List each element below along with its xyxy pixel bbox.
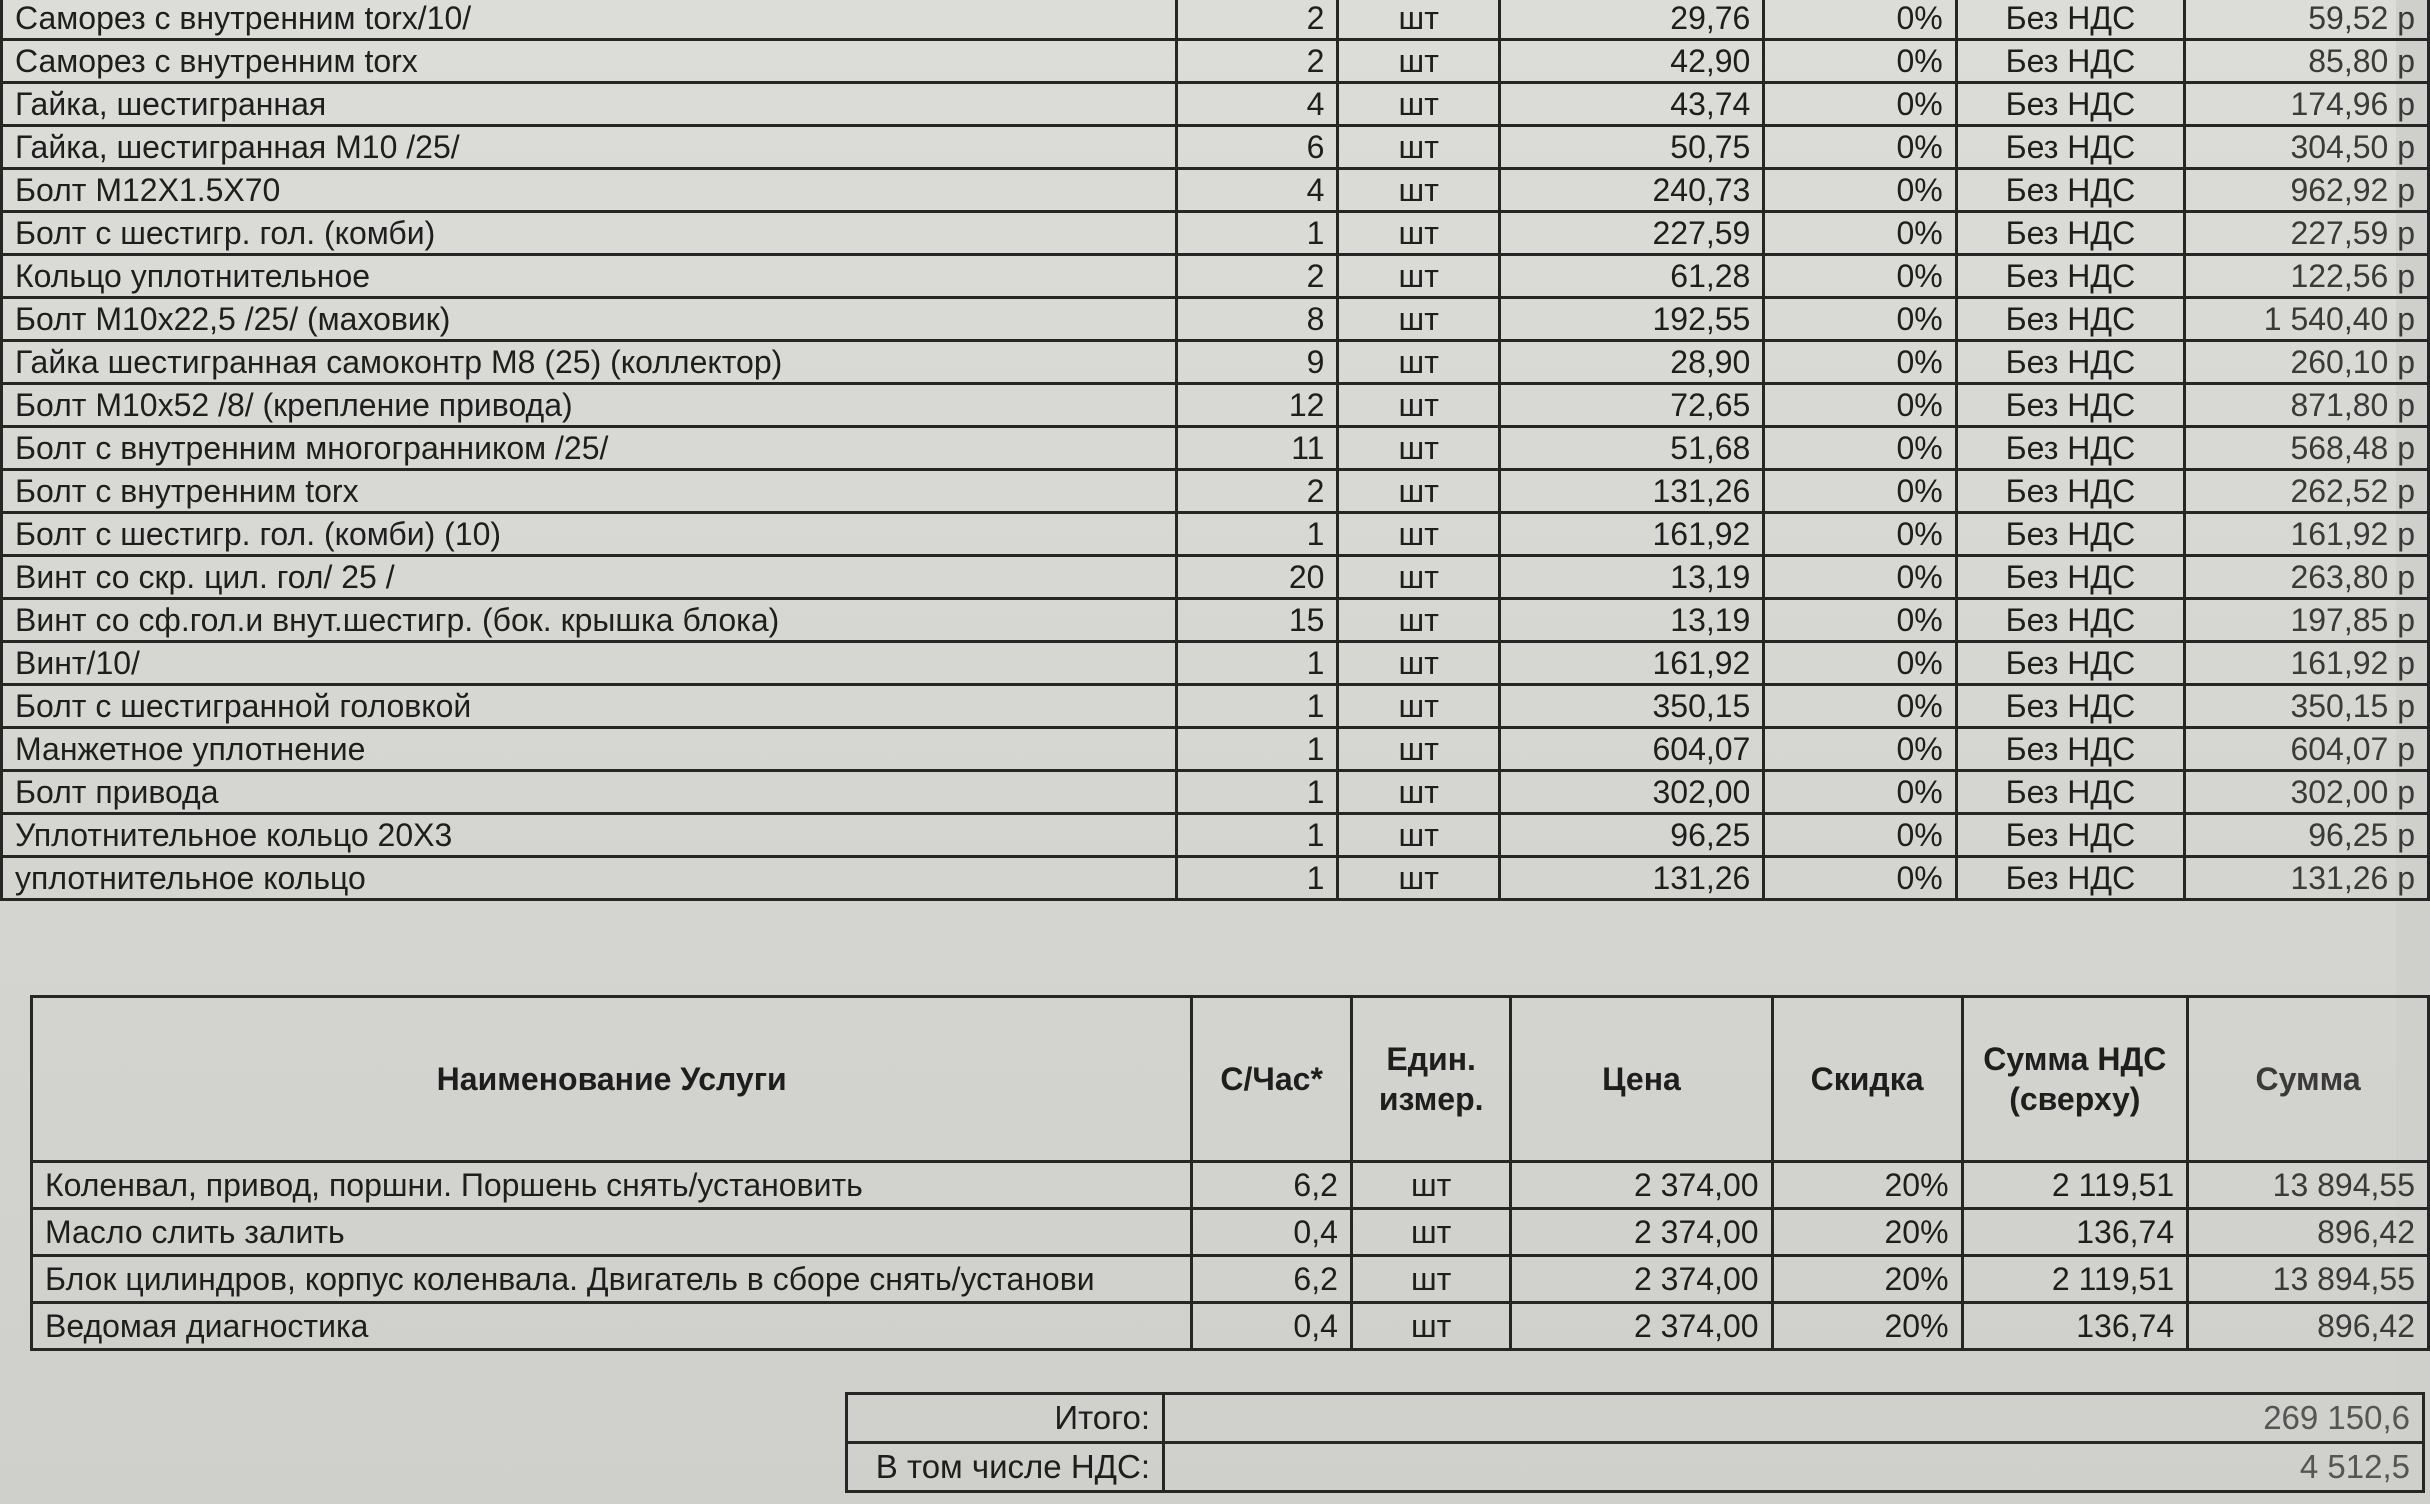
parts-cell-sum: 962,92 р bbox=[2185, 169, 2429, 212]
parts-cell-unit: шт bbox=[1338, 40, 1500, 83]
parts-cell-name: Манжетное уплотнение bbox=[2, 728, 1177, 771]
parts-cell-sum: 604,07 р bbox=[2185, 728, 2429, 771]
parts-cell-sum: 568,48 р bbox=[2185, 427, 2429, 470]
parts-cell-discount: 0% bbox=[1764, 642, 1956, 685]
parts-cell-name: Уплотнительное кольцо 20X3 bbox=[2, 814, 1177, 857]
services-cell-discount: 20% bbox=[1772, 1256, 1962, 1303]
parts-cell-discount: 0% bbox=[1764, 771, 1956, 814]
services-cell-unit: шт bbox=[1351, 1303, 1511, 1350]
parts-cell-price: 29,76 bbox=[1499, 0, 1763, 40]
parts-cell-unit: шт bbox=[1338, 771, 1500, 814]
services-row bbox=[32, 1209, 2429, 1256]
parts-cell-qty: 1 bbox=[1176, 212, 1338, 255]
parts-row bbox=[2, 40, 2429, 83]
parts-cell-qty: 12 bbox=[1176, 384, 1338, 427]
services-cell-vat: 136,74 bbox=[1962, 1209, 2188, 1256]
services-cell-discount: 20% bbox=[1772, 1162, 1962, 1209]
services-cell-sum: 896,42 bbox=[2188, 1303, 2429, 1350]
parts-cell-vat: Без НДС bbox=[1956, 599, 2184, 642]
parts-row bbox=[2, 599, 2429, 642]
parts-cell-unit: шт bbox=[1338, 556, 1500, 599]
services-row bbox=[32, 1303, 2429, 1350]
parts-cell-name: Болт с внутренним многогранником /25/ bbox=[2, 427, 1177, 470]
vat-value: 4 512,5 bbox=[1164, 1443, 2424, 1492]
parts-cell-discount: 0% bbox=[1764, 126, 1956, 169]
services-row bbox=[32, 1256, 2429, 1303]
parts-cell-qty: 2 bbox=[1176, 255, 1338, 298]
parts-cell-price: 350,15 bbox=[1499, 685, 1763, 728]
services-cell-name: Ведомая диагностика bbox=[32, 1303, 1192, 1350]
parts-cell-name: Гайка шестигранная самоконтр M8 (25) (коллектор) bbox=[2, 341, 1177, 384]
parts-cell-unit: шт bbox=[1338, 599, 1500, 642]
parts-cell-price: 227,59 bbox=[1499, 212, 1763, 255]
services-cell-vat: 2 119,51 bbox=[1962, 1256, 2188, 1303]
parts-cell-price: 50,75 bbox=[1499, 126, 1763, 169]
parts-cell-name: Кольцо уплотнительное bbox=[2, 255, 1177, 298]
services-cell-discount: 20% bbox=[1772, 1303, 1962, 1350]
parts-cell-vat: Без НДС bbox=[1956, 470, 2184, 513]
services-header-discount: Скидка bbox=[1772, 997, 1962, 1162]
parts-cell-vat: Без НДС bbox=[1956, 40, 2184, 83]
parts-cell-unit: шт bbox=[1338, 642, 1500, 685]
parts-row bbox=[2, 642, 2429, 685]
parts-cell-vat: Без НДС bbox=[1956, 255, 2184, 298]
parts-cell-sum: 197,85 р bbox=[2185, 599, 2429, 642]
parts-cell-unit: шт bbox=[1338, 83, 1500, 126]
parts-cell-vat: Без НДС bbox=[1956, 513, 2184, 556]
parts-cell-unit: шт bbox=[1338, 728, 1500, 771]
parts-cell-name: Болт M10x22,5 /25/ (маховик) bbox=[2, 298, 1177, 341]
parts-cell-discount: 0% bbox=[1764, 427, 1956, 470]
parts-cell-vat: Без НДС bbox=[1956, 771, 2184, 814]
parts-cell-price: 13,19 bbox=[1499, 599, 1763, 642]
parts-cell-qty: 1 bbox=[1176, 857, 1338, 900]
parts-cell-sum: 263,80 р bbox=[2185, 556, 2429, 599]
services-header-price: Цена bbox=[1511, 997, 1772, 1162]
parts-cell-unit: шт bbox=[1338, 169, 1500, 212]
services-header-sum: Сумма bbox=[2188, 997, 2429, 1162]
total-label: Итого: bbox=[847, 1394, 1164, 1443]
parts-cell-qty: 9 bbox=[1176, 341, 1338, 384]
parts-cell-sum: 227,59 р bbox=[2185, 212, 2429, 255]
parts-cell-name: Винт/10/ bbox=[2, 642, 1177, 685]
services-cell-hours: 0,4 bbox=[1192, 1209, 1352, 1256]
parts-cell-price: 240,73 bbox=[1499, 169, 1763, 212]
parts-cell-qty: 2 bbox=[1176, 0, 1338, 40]
parts-row bbox=[2, 470, 2429, 513]
totals-table bbox=[845, 1392, 2425, 1493]
parts-cell-price: 96,25 bbox=[1499, 814, 1763, 857]
parts-cell-name: Болт с внутренним torx bbox=[2, 470, 1177, 513]
parts-cell-discount: 0% bbox=[1764, 40, 1956, 83]
parts-cell-price: 42,90 bbox=[1499, 40, 1763, 83]
vat-label: В том числе НДС: bbox=[847, 1443, 1164, 1492]
parts-cell-vat: Без НДС bbox=[1956, 728, 2184, 771]
parts-cell-sum: 260,10 р bbox=[2185, 341, 2429, 384]
parts-row bbox=[2, 728, 2429, 771]
parts-cell-vat: Без НДС bbox=[1956, 0, 2184, 40]
services-table bbox=[30, 995, 2430, 1351]
parts-cell-vat: Без НДС bbox=[1956, 298, 2184, 341]
services-header-vat bbox=[1962, 997, 2188, 1162]
parts-cell-unit: шт bbox=[1338, 255, 1500, 298]
services-header-unit bbox=[1351, 997, 1511, 1162]
parts-cell-qty: 2 bbox=[1176, 470, 1338, 513]
total-row bbox=[847, 1394, 2424, 1443]
parts-cell-vat: Без НДС bbox=[1956, 857, 2184, 900]
parts-cell-qty: 6 bbox=[1176, 126, 1338, 169]
services-cell-name: Блок цилиндров, корпус коленвала. Двигатель в сборе снять/установи bbox=[32, 1256, 1192, 1303]
parts-table-body bbox=[2, 0, 2429, 900]
parts-cell-name: Гайка, шестигранная М10 /25/ bbox=[2, 126, 1177, 169]
parts-cell-vat: Без НДС bbox=[1956, 212, 2184, 255]
parts-cell-unit: шт bbox=[1338, 126, 1500, 169]
parts-row bbox=[2, 513, 2429, 556]
parts-cell-sum: 85,80 р bbox=[2185, 40, 2429, 83]
parts-cell-sum: 871,80 р bbox=[2185, 384, 2429, 427]
parts-cell-sum: 174,96 р bbox=[2185, 83, 2429, 126]
services-cell-unit: шт bbox=[1351, 1209, 1511, 1256]
parts-cell-vat: Без НДС bbox=[1956, 384, 2184, 427]
parts-cell-sum: 161,92 р bbox=[2185, 642, 2429, 685]
services-cell-hours: 0,4 bbox=[1192, 1303, 1352, 1350]
parts-cell-price: 161,92 bbox=[1499, 642, 1763, 685]
parts-cell-price: 61,28 bbox=[1499, 255, 1763, 298]
services-cell-name: Масло слить залить bbox=[32, 1209, 1192, 1256]
parts-row bbox=[2, 255, 2429, 298]
parts-cell-name: Болт с шестигр. гол. (комби) (10) bbox=[2, 513, 1177, 556]
services-header-name: Наименование Услуги bbox=[32, 997, 1192, 1162]
services-cell-vat: 2 119,51 bbox=[1962, 1162, 2188, 1209]
parts-cell-name: Болт М10х52 /8/ (крепление привода) bbox=[2, 384, 1177, 427]
services-cell-unit: шт bbox=[1351, 1256, 1511, 1303]
parts-cell-name: Саморез с внутренним torx bbox=[2, 40, 1177, 83]
services-cell-hours: 6,2 bbox=[1192, 1256, 1352, 1303]
parts-row bbox=[2, 685, 2429, 728]
parts-row bbox=[2, 83, 2429, 126]
parts-cell-vat: Без НДС bbox=[1956, 814, 2184, 857]
parts-row bbox=[2, 384, 2429, 427]
services-cell-sum: 896,42 bbox=[2188, 1209, 2429, 1256]
parts-cell-qty: 8 bbox=[1176, 298, 1338, 341]
parts-cell-sum: 302,00 р bbox=[2185, 771, 2429, 814]
parts-cell-unit: шт bbox=[1338, 0, 1500, 40]
parts-cell-price: 43,74 bbox=[1499, 83, 1763, 126]
parts-cell-price: 28,90 bbox=[1499, 341, 1763, 384]
parts-cell-discount: 0% bbox=[1764, 470, 1956, 513]
parts-cell-qty: 1 bbox=[1176, 513, 1338, 556]
parts-cell-qty: 11 bbox=[1176, 427, 1338, 470]
services-cell-vat: 136,74 bbox=[1962, 1303, 2188, 1350]
parts-cell-name: Винт со скр. цил. гол/ 25 / bbox=[2, 556, 1177, 599]
parts-cell-discount: 0% bbox=[1764, 341, 1956, 384]
services-table-body bbox=[32, 1162, 2429, 1350]
parts-cell-sum: 304,50 р bbox=[2185, 126, 2429, 169]
parts-cell-sum: 122,56 р bbox=[2185, 255, 2429, 298]
services-cell-name: Коленвал, привод, поршни. Поршень снять/установить bbox=[32, 1162, 1192, 1209]
parts-cell-unit: шт bbox=[1338, 814, 1500, 857]
parts-cell-vat: Без НДС bbox=[1956, 126, 2184, 169]
services-header-row bbox=[32, 997, 2429, 1162]
parts-row bbox=[2, 556, 2429, 599]
parts-cell-discount: 0% bbox=[1764, 728, 1956, 771]
parts-cell-discount: 0% bbox=[1764, 513, 1956, 556]
parts-cell-discount: 0% bbox=[1764, 83, 1956, 126]
parts-cell-discount: 0% bbox=[1764, 685, 1956, 728]
parts-cell-unit: шт bbox=[1338, 298, 1500, 341]
parts-cell-name: Гайка, шестигранная bbox=[2, 83, 1177, 126]
parts-cell-unit: шт bbox=[1338, 212, 1500, 255]
parts-cell-price: 13,19 bbox=[1499, 556, 1763, 599]
parts-cell-discount: 0% bbox=[1764, 0, 1956, 40]
parts-cell-name: Болт привода bbox=[2, 771, 1177, 814]
parts-cell-unit: шт bbox=[1338, 427, 1500, 470]
parts-cell-price: 302,00 bbox=[1499, 771, 1763, 814]
parts-cell-sum: 350,15 р bbox=[2185, 685, 2429, 728]
parts-cell-unit: шт bbox=[1338, 857, 1500, 900]
parts-cell-qty: 1 bbox=[1176, 728, 1338, 771]
parts-row bbox=[2, 0, 2429, 40]
parts-row bbox=[2, 427, 2429, 470]
parts-cell-vat: Без НДС bbox=[1956, 685, 2184, 728]
parts-cell-discount: 0% bbox=[1764, 599, 1956, 642]
parts-cell-sum: 131,26 р bbox=[2185, 857, 2429, 900]
parts-cell-qty: 1 bbox=[1176, 685, 1338, 728]
vat-row bbox=[847, 1443, 2424, 1492]
services-cell-price: 2 374,00 bbox=[1511, 1303, 1772, 1350]
parts-cell-qty: 4 bbox=[1176, 169, 1338, 212]
parts-cell-discount: 0% bbox=[1764, 255, 1956, 298]
parts-cell-price: 72,65 bbox=[1499, 384, 1763, 427]
services-cell-sum: 13 894,55 bbox=[2188, 1256, 2429, 1303]
parts-cell-vat: Без НДС bbox=[1956, 83, 2184, 126]
parts-cell-name: Винт со сф.гол.и внут.шестигр. (бок. крышка блока) bbox=[2, 599, 1177, 642]
services-header-unit-label: Един. измер. bbox=[1378, 1041, 1484, 1117]
parts-cell-sum: 1 540,40 р bbox=[2185, 298, 2429, 341]
parts-cell-unit: шт bbox=[1338, 384, 1500, 427]
parts-cell-price: 131,26 bbox=[1499, 470, 1763, 513]
parts-cell-discount: 0% bbox=[1764, 384, 1956, 427]
parts-cell-sum: 96,25 р bbox=[2185, 814, 2429, 857]
parts-row bbox=[2, 126, 2429, 169]
parts-cell-qty: 2 bbox=[1176, 40, 1338, 83]
services-row bbox=[32, 1162, 2429, 1209]
parts-cell-price: 604,07 bbox=[1499, 728, 1763, 771]
parts-cell-sum: 262,52 р bbox=[2185, 470, 2429, 513]
parts-cell-qty: 4 bbox=[1176, 83, 1338, 126]
services-cell-hours: 6,2 bbox=[1192, 1162, 1352, 1209]
services-header-vat-label: Сумма НДС (сверху) bbox=[1983, 1041, 2167, 1117]
parts-cell-unit: шт bbox=[1338, 685, 1500, 728]
parts-cell-vat: Без НДС bbox=[1956, 341, 2184, 384]
parts-cell-discount: 0% bbox=[1764, 556, 1956, 599]
parts-row bbox=[2, 814, 2429, 857]
services-cell-price: 2 374,00 bbox=[1511, 1256, 1772, 1303]
parts-cell-price: 51,68 bbox=[1499, 427, 1763, 470]
parts-cell-discount: 0% bbox=[1764, 212, 1956, 255]
parts-row bbox=[2, 771, 2429, 814]
parts-cell-name: Болт M12X1.5X70 bbox=[2, 169, 1177, 212]
parts-cell-qty: 1 bbox=[1176, 771, 1338, 814]
parts-row bbox=[2, 212, 2429, 255]
parts-cell-discount: 0% bbox=[1764, 169, 1956, 212]
parts-cell-vat: Без НДС bbox=[1956, 169, 2184, 212]
parts-cell-discount: 0% bbox=[1764, 857, 1956, 900]
parts-cell-name: уплотнительное кольцо bbox=[2, 857, 1177, 900]
parts-cell-name: Саморез с внутренним torx/10/ bbox=[2, 0, 1177, 40]
services-cell-unit: шт bbox=[1351, 1162, 1511, 1209]
services-cell-price: 2 374,00 bbox=[1511, 1162, 1772, 1209]
parts-cell-vat: Без НДС bbox=[1956, 642, 2184, 685]
parts-cell-price: 131,26 bbox=[1499, 857, 1763, 900]
parts-cell-discount: 0% bbox=[1764, 298, 1956, 341]
parts-cell-discount: 0% bbox=[1764, 814, 1956, 857]
parts-cell-unit: шт bbox=[1338, 513, 1500, 556]
parts-cell-qty: 1 bbox=[1176, 814, 1338, 857]
parts-row bbox=[2, 298, 2429, 341]
total-value: 269 150,6 bbox=[1164, 1394, 2424, 1443]
parts-cell-qty: 20 bbox=[1176, 556, 1338, 599]
parts-cell-qty: 15 bbox=[1176, 599, 1338, 642]
parts-cell-vat: Без НДС bbox=[1956, 556, 2184, 599]
services-header-hours: С/Час* bbox=[1192, 997, 1352, 1162]
parts-cell-name: Болт с шестигр. гол. (комби) bbox=[2, 212, 1177, 255]
parts-cell-sum: 161,92 р bbox=[2185, 513, 2429, 556]
parts-row bbox=[2, 169, 2429, 212]
services-cell-sum: 13 894,55 bbox=[2188, 1162, 2429, 1209]
parts-row bbox=[2, 341, 2429, 384]
parts-cell-price: 192,55 bbox=[1499, 298, 1763, 341]
services-cell-discount: 20% bbox=[1772, 1209, 1962, 1256]
parts-row bbox=[2, 857, 2429, 900]
services-cell-price: 2 374,00 bbox=[1511, 1209, 1772, 1256]
parts-cell-sum: 59,52 р bbox=[2185, 0, 2429, 40]
parts-cell-name: Болт с шестигранной головкой bbox=[2, 685, 1177, 728]
parts-cell-qty: 1 bbox=[1176, 642, 1338, 685]
parts-cell-unit: шт bbox=[1338, 470, 1500, 513]
parts-cell-unit: шт bbox=[1338, 341, 1500, 384]
parts-cell-vat: Без НДС bbox=[1956, 427, 2184, 470]
parts-cell-price: 161,92 bbox=[1499, 513, 1763, 556]
